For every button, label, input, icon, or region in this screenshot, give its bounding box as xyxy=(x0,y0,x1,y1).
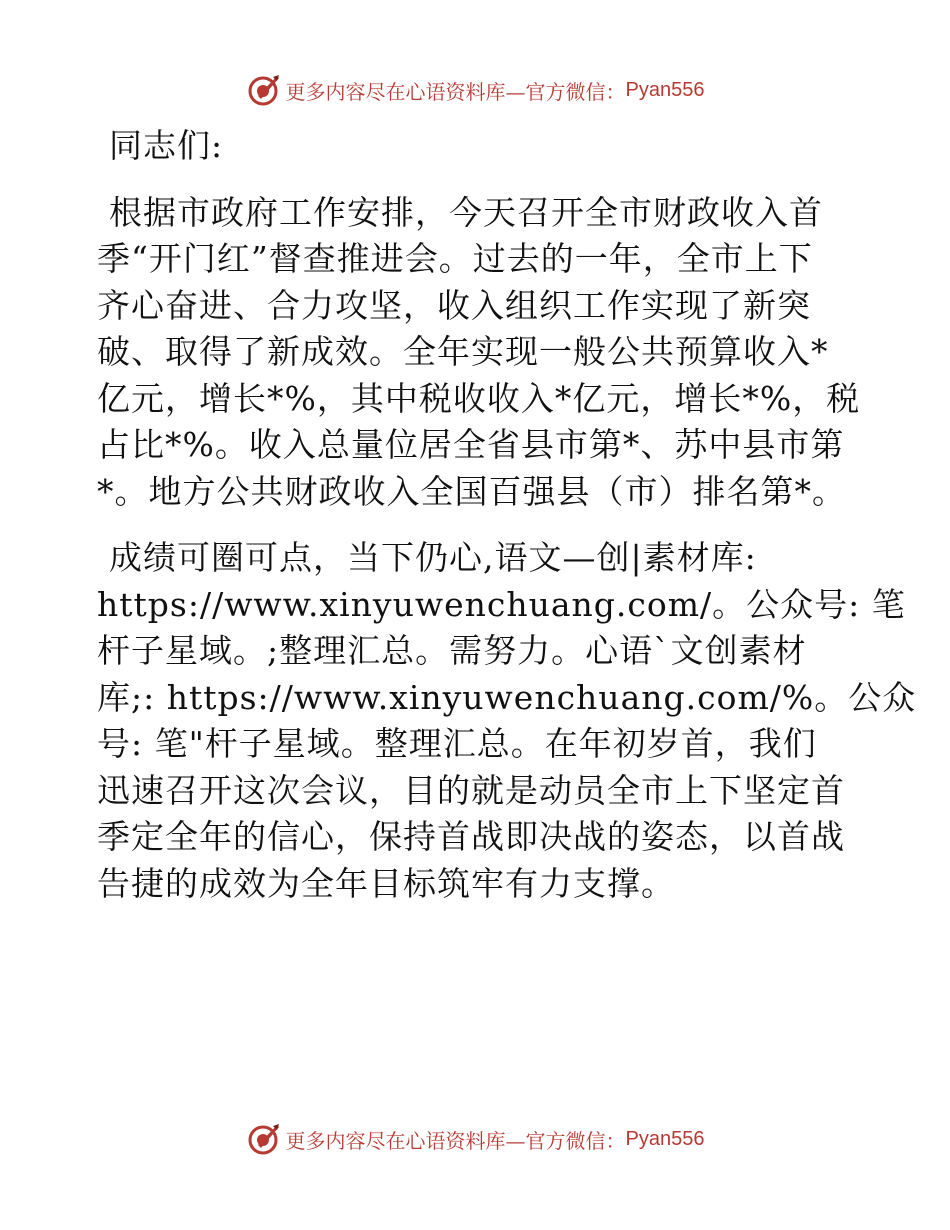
wechat-id: Pyan556 xyxy=(625,1127,705,1150)
text-line: 根据市政府工作安排，今天召开全市财政收入首 xyxy=(109,192,823,232)
text-line: 成绩可圈可点，当下仍心,语文—创|素材库: xyxy=(109,538,757,577)
text-line: 亿元，增长*%，其中税收收入*亿元，增长*%，税 xyxy=(97,378,861,418)
text-line: 号: 笔"杆子星域。整理汇总。在年初岁首，我们 xyxy=(97,724,817,763)
text-line: 齐心奋进、合力攻坚，收入组织工作实现了新突 xyxy=(97,285,811,325)
text-line: 迅速召开这次会议，目的就是动员全市上下坚定首 xyxy=(97,770,845,810)
text-line: 季“开门红”督查推进会。过去的一年，全市上下 xyxy=(97,239,813,278)
document-body xyxy=(97,123,917,907)
paragraph-2 xyxy=(97,535,917,907)
header-banner xyxy=(0,70,950,110)
text-line: 季定全年的信心，保持首战即决战的姿态，以首战 xyxy=(97,817,845,856)
paragraph-1 xyxy=(97,190,861,516)
text-line: 破、取得了新成效。全年实现一般公共预算收入* xyxy=(97,332,829,371)
footer-banner xyxy=(0,1119,950,1159)
text-line: https://www.xinyuwenchuang.com/。公众号: 笔 xyxy=(97,584,906,624)
greeting: 同志们: xyxy=(109,126,224,165)
text-line: 库;: https://www.xinyuwenchuang.com/%。公众 xyxy=(97,677,917,717)
wechat-id: Pyan556 xyxy=(625,78,705,101)
text-line: *。地方公共财政收入全国百强县（市）排名第*。 xyxy=(97,471,846,511)
banner-text: 更多内容尽在心语资料库—官方微信： xyxy=(285,1128,626,1153)
quill-logo-icon xyxy=(246,1121,282,1157)
banner-text: 更多内容尽在心语资料库—官方微信： xyxy=(285,79,626,104)
text-line: 占比*%。收入总量位居全省县市第*、苏中县市第 xyxy=(97,425,845,464)
quill-logo-icon xyxy=(246,72,282,108)
text-line: 告捷的成效为全年目标筑牢有力支撑。 xyxy=(97,863,675,903)
text-line: 杆子星域。;整理汇总。需努力。心语`文创素材 xyxy=(97,631,807,670)
